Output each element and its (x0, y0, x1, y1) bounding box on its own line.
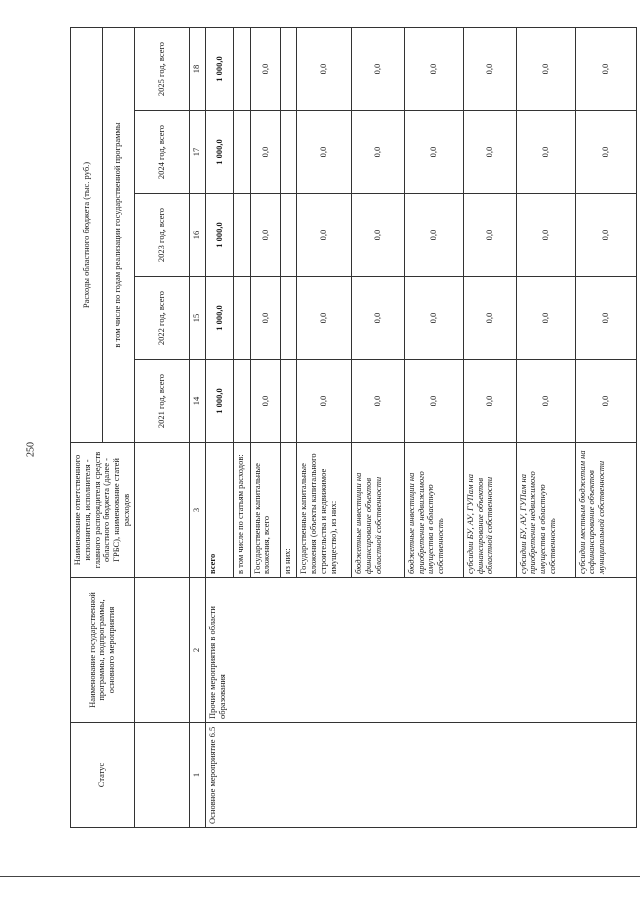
value-cell: 0,0 (297, 277, 352, 360)
value-cell (281, 27, 297, 110)
value-cell (281, 360, 297, 443)
row-label: субсидии БУ, АУ, ГУПам на приобретение недвижимого имущества в областную собственность (516, 443, 575, 578)
page-number: 250 (25, 442, 37, 457)
column-index-cell: 17 (189, 111, 205, 194)
value-cell: 0,0 (404, 111, 463, 194)
row-label: из них: (281, 443, 297, 578)
value-cell: 0,0 (575, 27, 636, 110)
value-cell: 0,0 (404, 194, 463, 277)
value-cell: 0,0 (297, 360, 352, 443)
value-cell: 0,0 (575, 111, 636, 194)
value-cell: 1 000,0 (206, 360, 234, 443)
header-spacer-1 (134, 723, 189, 828)
header-spacer-2 (134, 578, 189, 723)
column-index-cell: 14 (189, 360, 205, 443)
value-cell (281, 277, 297, 360)
header-by-years: в том числе по годам реализации государственной программы (102, 27, 134, 442)
column-index-cell: 18 (189, 27, 205, 110)
value-cell: 0,0 (575, 277, 636, 360)
column-index-cell: 1 (189, 723, 205, 828)
value-cell (281, 111, 297, 194)
value-cell: 0,0 (352, 27, 405, 110)
value-cell: 0,0 (463, 360, 516, 443)
value-cell (234, 194, 250, 277)
value-cell: 0,0 (297, 194, 352, 277)
column-index-cell: 16 (189, 194, 205, 277)
budget-table (70, 27, 637, 828)
value-cell: 0,0 (404, 360, 463, 443)
value-cell: 0,0 (463, 27, 516, 110)
value-cell: 0,0 (352, 111, 405, 194)
value-cell: 0,0 (516, 360, 575, 443)
value-cell: 0,0 (404, 277, 463, 360)
value-cell: 0,0 (463, 194, 516, 277)
value-cell: 1 000,0 (206, 111, 234, 194)
value-cell: 0,0 (463, 277, 516, 360)
column-index-row (189, 27, 205, 827)
row-label: субсидии БУ, АУ, ГУПам на финансирование объектов областной собственности (463, 443, 516, 578)
status-cell: Основное мероприятие 6.5 (206, 723, 637, 828)
value-cell: 0,0 (516, 111, 575, 194)
row-label: в том числе по статьям расходов: (234, 443, 250, 578)
row-label: субсидии местным бюджетам на софинансирование объектов муниципальной собственности (575, 443, 636, 578)
value-cell: 0,0 (516, 194, 575, 277)
value-cell: 0,0 (250, 27, 281, 110)
table-row (206, 27, 234, 827)
value-cell: 0,0 (463, 111, 516, 194)
rotated-page (70, 28, 610, 828)
header-year-2022: 2022 год, всего (134, 277, 189, 360)
header-year-2025: 2025 год, всего (134, 27, 189, 110)
value-cell (281, 194, 297, 277)
header-year-2023: 2023 год, всего (134, 194, 189, 277)
row-label: бюджетные инвестиции на финансирование объектов областной собственности (352, 443, 405, 578)
value-cell: 0,0 (352, 277, 405, 360)
row-label: Государственные капитальные вложения, всего (250, 443, 281, 578)
row-label: Государственные капитальные вложения (объекты капитального строительства и недвижимое имущество), из них: (297, 443, 352, 578)
value-cell: 0,0 (250, 194, 281, 277)
value-cell: 0,0 (516, 27, 575, 110)
header-spacer-3 (134, 443, 189, 578)
row-label: всего (206, 443, 234, 578)
value-cell: 0,0 (352, 360, 405, 443)
name-cell: Прочие мероприятия в области образования (206, 578, 637, 723)
column-index-cell: 15 (189, 277, 205, 360)
header-year-2024: 2024 год, всего (134, 111, 189, 194)
value-cell: 0,0 (575, 194, 636, 277)
value-cell (234, 111, 250, 194)
value-cell: 0,0 (352, 194, 405, 277)
header-status: Статус (71, 723, 135, 828)
value-cell: 1 000,0 (206, 27, 234, 110)
value-cell: 0,0 (575, 360, 636, 443)
value-cell (234, 360, 250, 443)
value-cell: 0,0 (516, 277, 575, 360)
value-cell: 0,0 (250, 360, 281, 443)
header-year-2021: 2021 год, всего (134, 360, 189, 443)
value-cell (234, 277, 250, 360)
value-cell: 1 000,0 (206, 277, 234, 360)
header-name: Наименование государственной программы, подпрограммы, основного мероприятия (71, 578, 135, 723)
column-index-cell: 3 (189, 443, 205, 578)
value-cell: 1 000,0 (206, 194, 234, 277)
row-label: бюджетные инвестиции на приобретение недвижимого имущества в областную собственность (404, 443, 463, 578)
column-index-cell: 2 (189, 578, 205, 723)
value-cell: 0,0 (250, 277, 281, 360)
header-executor: Наименование ответственного исполнителя, исполнителя - главного распорядителя средств областного бюджета (далее - ГРБС), наименование статей расходов (71, 443, 135, 578)
page-bottom-rule (0, 876, 640, 877)
value-cell (234, 27, 250, 110)
value-cell: 0,0 (297, 27, 352, 110)
value-cell: 0,0 (250, 111, 281, 194)
value-cell: 0,0 (404, 27, 463, 110)
header-expenses: Расходы областного бюджета (тыс. руб.) (71, 27, 103, 442)
value-cell: 0,0 (297, 111, 352, 194)
